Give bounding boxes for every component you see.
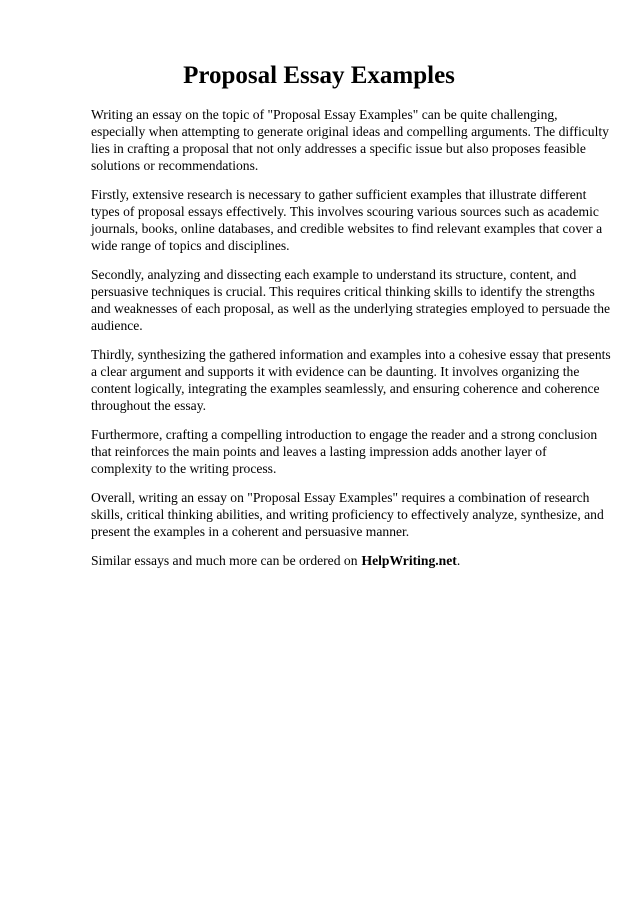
paragraph-3: Secondly, analyzing and dissecting each example to understand its structure, content, and persuasive techniques is crucial. This requires critical thinking skills to identify the strengths and weaknesses of each proposal, as well as the underlying strategies employed to persuade the audience. [91,267,611,333]
order-text: Similar essays and much more can be ordered on [91,553,358,568]
paragraph-1: Writing an essay on the topic of "Proposal Essay Examples" can be quite challenging, especially when attempting to generate original ideas and compelling arguments. The difficulty lies in crafting a proposal that not only addresses a specific issue but also proposes feasible solutions or recommendations. [91,107,609,173]
paragraph-6: Overall, writing an essay on "Proposal Essay Examples" requires a combination of research skills, critical thinking abilities, and writing proficiency to effectively analyze, synthesize, and present the examples in a coherent and persuasive manner. [91,490,604,539]
paragraph-4: Thirdly, synthesizing the gathered information and examples into a cohesive essay that presents a clear argument and supports it with evidence can be daunting. It involves organizing the content logically, integrating the examples seamlessly, and ensuring coherence and coherence throughout the essay. [91,347,611,413]
essay-body [91,106,611,569]
paragraph-2: Firstly, extensive research is necessary to gather sufficient examples that illustrate different types of proposal essays effectively. This involves scouring various sources such as academic journals, books, online databases, and credible websites to find relevant examples that cover a wide range of topics and disciplines. [91,187,603,253]
order-period: . [456,553,461,568]
paragraph-5: Furthermore, crafting a compelling introduction to engage the reader and a strong conclusion that reinforces the main points and leaves a lasting impression adds another layer of complexity to the writing process. [91,427,598,476]
page-title: Proposal Essay Examples [183,62,455,89]
helpwriting-link[interactable]: HelpWriting.net [361,553,457,568]
order-line [91,552,611,569]
